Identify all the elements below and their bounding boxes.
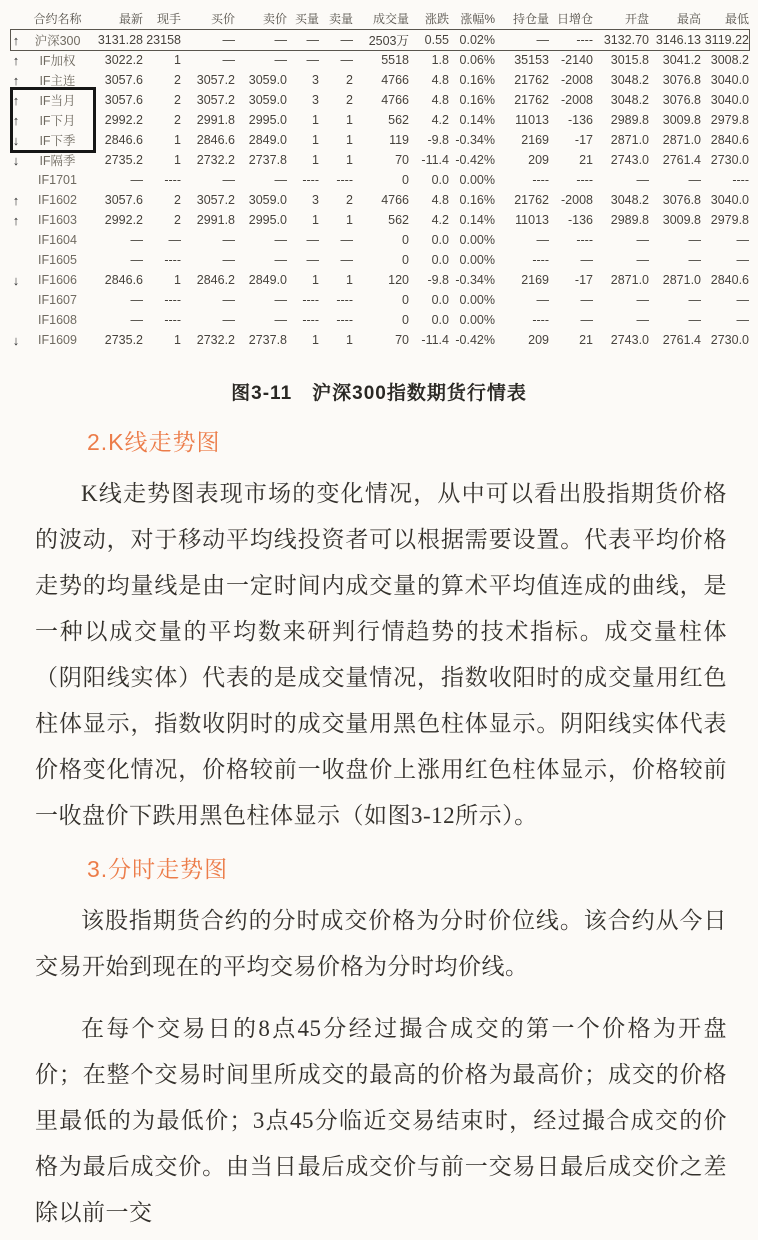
- cell-value: 1: [312, 133, 319, 147]
- cell-value: —: [688, 253, 701, 267]
- cell-value: 0.0: [431, 173, 449, 187]
- cell-value: 2: [174, 213, 181, 227]
- col-header: 日增仓: [556, 11, 593, 26]
- cell-value: 2: [174, 73, 181, 87]
- cell-value: 2979.8: [710, 213, 749, 227]
- cell-value: -11.4: [421, 333, 449, 347]
- cell-value: ----: [164, 313, 181, 327]
- cell-value: 3048.2: [610, 73, 649, 87]
- cell-value: —: [222, 313, 235, 327]
- cell-value: 1: [174, 133, 181, 147]
- cell-value: —: [688, 293, 701, 307]
- cell-value: —: [222, 233, 235, 247]
- cell-value: 1: [312, 113, 319, 127]
- cell-value: 3076.8: [662, 73, 701, 87]
- table-row: [4, 30, 752, 50]
- cell-value: —: [274, 53, 287, 67]
- cell-value: —: [306, 53, 319, 67]
- table-row: [4, 170, 752, 190]
- col-header: 最高: [676, 11, 701, 26]
- cell-value: ----: [336, 173, 353, 187]
- up-arrow-icon: ↑: [12, 92, 20, 108]
- contract-name: IF当月: [39, 94, 76, 108]
- cell-value: ----: [302, 173, 319, 187]
- up-arrow-icon: ↑: [12, 32, 20, 48]
- cell-value: 3: [312, 93, 319, 107]
- cell-value: 21: [579, 153, 593, 167]
- cell-value: 3119.22: [704, 33, 749, 47]
- cell-value: 3131.28: [97, 33, 143, 47]
- down-arrow-icon: ↓: [12, 132, 20, 148]
- cell-value: 1: [346, 333, 353, 347]
- cell-value: ----: [164, 253, 181, 267]
- cell-value: 21: [579, 333, 593, 347]
- cell-value: 3057.2: [196, 73, 235, 87]
- cell-value: -17: [574, 133, 593, 147]
- cell-value: 3040.0: [710, 93, 749, 107]
- cell-value: —: [688, 233, 701, 247]
- cell-value: —: [274, 313, 287, 327]
- cell-value: 3076.8: [662, 193, 701, 207]
- table-row: [4, 70, 752, 90]
- cell-value: 2846.6: [104, 273, 143, 287]
- cell-value: —: [580, 293, 593, 307]
- cell-value: 2: [174, 113, 181, 127]
- cell-value: 2737.8: [248, 153, 287, 167]
- contract-name: IF1606: [38, 273, 77, 287]
- table-header-row: [4, 6, 752, 30]
- cell-value: ----: [576, 173, 593, 187]
- cell-value: 1: [346, 273, 353, 287]
- cell-value: 0: [402, 233, 409, 247]
- figure-caption: 图3-11 沪深300指数期货行情表: [231, 383, 527, 404]
- cell-value: 3146.13: [655, 33, 701, 47]
- cell-value: 2992.2: [104, 213, 143, 227]
- col-header: 涨幅%: [460, 11, 495, 26]
- cell-value: 0.14%: [459, 113, 495, 127]
- cell-value: —: [274, 33, 287, 47]
- contract-name: IF1603: [38, 213, 77, 227]
- cell-value: —: [340, 253, 353, 267]
- cell-value: -2008: [561, 73, 593, 87]
- cell-value: 0: [402, 253, 409, 267]
- cell-value: —: [536, 33, 549, 47]
- cell-value: 2991.8: [196, 113, 235, 127]
- cell-value: ----: [302, 313, 319, 327]
- cell-value: 0.0: [431, 293, 449, 307]
- cell-value: 2730.0: [710, 333, 749, 347]
- cell-value: —: [306, 253, 319, 267]
- cell-value: 4.8: [431, 73, 449, 87]
- cell-value: 3059.0: [248, 73, 287, 87]
- cell-value: 0.00%: [459, 253, 495, 267]
- cell-value: 4.8: [431, 193, 449, 207]
- cell-value: 0.00%: [459, 293, 495, 307]
- cell-value: —: [580, 313, 593, 327]
- cell-value: 1: [174, 273, 181, 287]
- cell-value: 4.8: [431, 93, 449, 107]
- cell-value: —: [168, 233, 181, 247]
- cell-value: 2849.0: [248, 133, 287, 147]
- table-row: [4, 310, 752, 330]
- cell-value: -9.8: [427, 133, 449, 147]
- cell-value: ----: [532, 253, 549, 267]
- col-header: 买量: [294, 11, 319, 26]
- down-arrow-icon: ↓: [12, 152, 20, 168]
- cell-value: —: [636, 233, 649, 247]
- cell-value: -0.34%: [455, 273, 495, 287]
- cell-value: -0.42%: [455, 333, 495, 347]
- col-header: 持仓量: [512, 11, 549, 26]
- page-body: [35, 424, 727, 1240]
- cell-value: 1: [346, 133, 353, 147]
- cell-value: 2730.0: [710, 153, 749, 167]
- col-header: 开盘: [624, 11, 649, 26]
- cell-value: 2732.2: [196, 333, 235, 347]
- cell-value: 3040.0: [710, 73, 749, 87]
- cell-value: ----: [302, 293, 319, 307]
- cell-value: 0.02%: [459, 33, 495, 47]
- table-row: [4, 150, 752, 170]
- cell-value: —: [274, 233, 287, 247]
- col-header: 最新: [118, 11, 143, 26]
- cell-value: 0.16%: [459, 73, 495, 87]
- cell-value: 0.00%: [459, 173, 495, 187]
- cell-value: 3048.2: [610, 93, 649, 107]
- cell-value: 21762: [514, 193, 549, 207]
- col-header: 现手: [156, 11, 181, 26]
- up-arrow-icon: ↑: [12, 72, 20, 88]
- cell-value: —: [222, 293, 235, 307]
- table-row: [4, 290, 752, 310]
- cell-value: —: [130, 173, 143, 187]
- cell-value: 3022.2: [104, 53, 143, 67]
- cell-value: 3009.8: [662, 113, 701, 127]
- cell-value: 2761.4: [662, 153, 701, 167]
- cell-value: —: [636, 313, 649, 327]
- col-header: 卖价: [262, 11, 287, 26]
- contract-name: IF1604: [38, 233, 77, 247]
- col-header: 涨跌: [424, 11, 449, 26]
- cell-value: —: [274, 173, 287, 187]
- cell-value: 23158: [146, 33, 181, 47]
- cell-value: 3059.0: [248, 93, 287, 107]
- arrow-placeholder: [4, 170, 28, 190]
- cell-value: 2: [174, 193, 181, 207]
- cell-value: 3040.0: [710, 193, 749, 207]
- cell-value: —: [274, 293, 287, 307]
- cell-value: 2989.8: [610, 213, 649, 227]
- contract-name: IF1605: [38, 253, 77, 267]
- cell-value: 2849.0: [248, 273, 287, 287]
- cell-value: —: [688, 313, 701, 327]
- table-row: [4, 230, 752, 250]
- cell-value: 0.0: [431, 253, 449, 267]
- cell-value: 2743.0: [610, 333, 649, 347]
- cell-value: 0.00%: [459, 233, 495, 247]
- cell-value: ----: [164, 173, 181, 187]
- arrow-placeholder: [4, 250, 28, 270]
- cell-value: 2743.0: [610, 153, 649, 167]
- cell-value: —: [340, 233, 353, 247]
- paragraph-fenshi-1: 该股指期货合约的分时成交价格为分时价位线。该合约从今日交易开始到现在的平均交易价格为分时均价线。: [35, 908, 727, 979]
- table-row: [4, 210, 752, 230]
- cell-value: 1: [312, 333, 319, 347]
- cell-value: —: [636, 253, 649, 267]
- cell-value: 2871.0: [662, 133, 701, 147]
- cell-value: 2169: [521, 273, 549, 287]
- cell-value: ----: [336, 313, 353, 327]
- cell-value: —: [130, 293, 143, 307]
- cell-value: —: [736, 233, 749, 247]
- contract-name: IF1608: [38, 313, 77, 327]
- cell-value: 3057.2: [196, 93, 235, 107]
- cell-value: 2503万: [368, 34, 409, 48]
- arrow-placeholder: [4, 290, 28, 310]
- cell-value: 2989.8: [610, 113, 649, 127]
- cell-value: 0: [402, 293, 409, 307]
- cell-value: 2995.0: [248, 213, 287, 227]
- cell-value: —: [736, 293, 749, 307]
- paragraph-fenshi-2: 在每个交易日的8点45分经过撮合成交的第一个价格为开盘价；在整个交易时间里所成交的最高的价格为最高价；成交的价格里最低的为最低价；3点45分临近交易结束时，经过撮合成交的价格为最后成交价。由当日最后成交价与前一交易日最后成交价之差除以前一交: [35, 1016, 727, 1225]
- cell-value: 4.2: [431, 113, 449, 127]
- cell-value: 3: [312, 73, 319, 87]
- cell-value: 1: [174, 153, 181, 167]
- cell-value: 11013: [515, 213, 549, 227]
- cell-value: —: [222, 33, 235, 47]
- cell-value: 3057.6: [104, 193, 143, 207]
- cell-value: 3009.8: [662, 213, 701, 227]
- cell-value: -2008: [561, 93, 593, 107]
- cell-value: —: [130, 313, 143, 327]
- cell-value: 2846.2: [196, 273, 235, 287]
- cell-value: 35153: [514, 53, 549, 67]
- cell-value: 5518: [381, 53, 409, 67]
- cell-value: 1: [346, 113, 353, 127]
- cell-value: -2008: [561, 193, 593, 207]
- contract-name: IF加权: [39, 54, 76, 68]
- cell-value: ----: [732, 173, 749, 187]
- cell-value: -136: [567, 213, 593, 227]
- up-arrow-icon: ↑: [12, 52, 20, 68]
- cell-value: 2846.6: [196, 133, 235, 147]
- col-header: 最低: [724, 11, 749, 26]
- cell-value: 2846.6: [104, 133, 143, 147]
- cell-value: 2: [346, 93, 353, 107]
- arrow-placeholder: [4, 230, 28, 250]
- cell-value: —: [536, 293, 549, 307]
- cell-value: —: [306, 33, 319, 47]
- cell-value: ----: [336, 293, 353, 307]
- cell-value: 2991.8: [196, 213, 235, 227]
- cell-value: -17: [574, 273, 593, 287]
- cell-value: —: [340, 53, 353, 67]
- cell-value: 1.8: [431, 53, 449, 67]
- contract-name: IF主连: [39, 74, 76, 88]
- cell-value: -2140: [561, 53, 593, 67]
- cell-value: 2169: [521, 133, 549, 147]
- table-row: [4, 90, 752, 110]
- section-heading-fenshi: 3.分时走势图: [87, 856, 229, 882]
- cell-value: —: [340, 33, 353, 47]
- col-header: 合约名称: [33, 11, 82, 26]
- cell-value: 0.14%: [459, 213, 495, 227]
- table-row: [4, 250, 752, 270]
- cell-value: -11.4: [421, 153, 449, 167]
- col-header: 买价: [210, 11, 235, 26]
- cell-value: 1: [174, 53, 181, 67]
- cell-value: -9.8: [427, 273, 449, 287]
- cell-value: 3015.8: [610, 53, 649, 67]
- cell-value: 2992.2: [104, 113, 143, 127]
- cell-value: 1: [312, 153, 319, 167]
- cell-value: 3132.70: [603, 33, 649, 47]
- cell-value: 209: [528, 153, 549, 167]
- cell-value: 3057.2: [196, 193, 235, 207]
- cell-value: 4766: [381, 73, 409, 87]
- cell-value: —: [536, 233, 549, 247]
- cell-value: -0.42%: [455, 153, 495, 167]
- cell-value: 2871.0: [662, 273, 701, 287]
- cell-value: 2737.8: [248, 333, 287, 347]
- cell-value: 0: [402, 173, 409, 187]
- cell-value: 562: [388, 213, 409, 227]
- cell-value: 2995.0: [248, 113, 287, 127]
- cell-value: 0: [402, 313, 409, 327]
- contract-name: IF隔季: [39, 154, 76, 168]
- cell-value: 0.16%: [459, 193, 495, 207]
- table-row: [4, 190, 752, 210]
- cell-value: ----: [164, 293, 181, 307]
- cell-value: 3: [312, 193, 319, 207]
- table-row: [4, 110, 752, 130]
- up-arrow-icon: ↑: [12, 112, 20, 128]
- cell-value: 2979.8: [710, 113, 749, 127]
- cell-value: 2735.2: [104, 333, 143, 347]
- table-row: [4, 50, 752, 70]
- cell-value: —: [306, 233, 319, 247]
- section-heading-kline: 2.K线走势图: [87, 429, 221, 455]
- cell-value: 3057.6: [104, 73, 143, 87]
- cell-value: 2840.6: [710, 273, 749, 287]
- cell-value: 70: [395, 153, 409, 167]
- down-arrow-icon: ↓: [12, 272, 20, 288]
- cell-value: 21762: [514, 73, 549, 87]
- cell-value: 3048.2: [610, 193, 649, 207]
- cell-value: 2871.0: [610, 273, 649, 287]
- cell-value: 2871.0: [610, 133, 649, 147]
- cell-value: 1: [346, 213, 353, 227]
- paragraph-kline: K线走势图表现市场的变化情况，从中可以看出股指期货价格的波动，对于移动平均线投资者可以根据需要设置。代表平均价格走势的均量线是由一定时间内成交量的算术平均值连成的曲线，是一种以成交量的平均数来研判行情趋势的技术指标。成交量柱体（阴阳线实体）代表的是成交量情况，指数收阳时的成交量用红色柱体显示，指数收阴时的成交量用黑色柱体显示。阴阳线实体代表价格变化情况，价格较前一收盘价上涨用红色柱体显示，价格较前一收盘价下跌用黑色柱体显示（如图3-12所示）。: [35, 481, 727, 828]
- table-row: [4, 130, 752, 150]
- cell-value: 2761.4: [662, 333, 701, 347]
- cell-value: —: [736, 313, 749, 327]
- cell-value: -0.34%: [455, 133, 495, 147]
- contract-name: 沪深300: [34, 34, 81, 48]
- arrow-placeholder: [4, 310, 28, 330]
- cell-value: 1: [174, 333, 181, 347]
- cell-value: 11013: [515, 113, 549, 127]
- cell-value: —: [636, 173, 649, 187]
- cell-value: ----: [576, 233, 593, 247]
- contract-name: IF下季: [39, 134, 76, 148]
- contract-name: IF1602: [38, 193, 77, 207]
- cell-value: —: [130, 253, 143, 267]
- cell-value: 209: [528, 333, 549, 347]
- cell-value: —: [580, 253, 593, 267]
- cell-value: 0.55: [424, 33, 449, 47]
- col-header-arrow: [4, 6, 28, 30]
- cell-value: 3008.2: [710, 53, 749, 67]
- cell-value: 1: [346, 153, 353, 167]
- cell-value: —: [222, 173, 235, 187]
- cell-value: 4766: [381, 193, 409, 207]
- cell-value: ----: [532, 313, 549, 327]
- cell-value: 0.00%: [459, 313, 495, 327]
- cell-value: 562: [388, 113, 409, 127]
- cell-value: 2840.6: [710, 133, 749, 147]
- cell-value: 2: [346, 73, 353, 87]
- cell-value: ----: [576, 33, 593, 47]
- cell-value: 0.06%: [459, 53, 495, 67]
- cell-value: 0.0: [431, 313, 449, 327]
- up-arrow-icon: ↑: [12, 192, 20, 208]
- cell-value: 2: [174, 93, 181, 107]
- cell-value: 0.0: [431, 233, 449, 247]
- col-header: 成交量: [372, 11, 409, 26]
- cell-value: 70: [395, 333, 409, 347]
- cell-value: 1: [312, 213, 319, 227]
- contract-name: IF下月: [39, 114, 76, 128]
- cell-value: 3076.8: [662, 93, 701, 107]
- contract-name: IF1607: [38, 293, 77, 307]
- cell-value: 120: [388, 273, 409, 287]
- cell-value: 1: [312, 273, 319, 287]
- table-row: [4, 270, 752, 290]
- cell-value: —: [736, 253, 749, 267]
- futures-quote-table-figure: [4, 6, 754, 350]
- table-row: [4, 330, 752, 350]
- cell-value: 3041.2: [662, 53, 701, 67]
- cell-value: —: [688, 173, 701, 187]
- cell-value: 3059.0: [248, 193, 287, 207]
- down-arrow-icon: ↓: [12, 332, 20, 348]
- cell-value: —: [636, 293, 649, 307]
- cell-value: —: [222, 253, 235, 267]
- cell-value: 2735.2: [104, 153, 143, 167]
- cell-value: 119: [389, 133, 409, 147]
- contract-name: IF1701: [38, 173, 77, 187]
- cell-value: -136: [567, 113, 593, 127]
- cell-value: 3057.6: [104, 93, 143, 107]
- cell-value: —: [130, 233, 143, 247]
- quote-table: [4, 6, 752, 350]
- contract-name: IF1609: [38, 333, 77, 347]
- cell-value: 4.2: [431, 213, 449, 227]
- cell-value: 4766: [381, 93, 409, 107]
- cell-value: ----: [532, 173, 549, 187]
- up-arrow-icon: ↑: [12, 212, 20, 228]
- cell-value: 21762: [514, 93, 549, 107]
- cell-value: —: [274, 253, 287, 267]
- cell-value: 2732.2: [196, 153, 235, 167]
- col-header: 卖量: [328, 11, 353, 26]
- cell-value: 2: [346, 193, 353, 207]
- cell-value: 0.16%: [459, 93, 495, 107]
- cell-value: —: [222, 53, 235, 67]
